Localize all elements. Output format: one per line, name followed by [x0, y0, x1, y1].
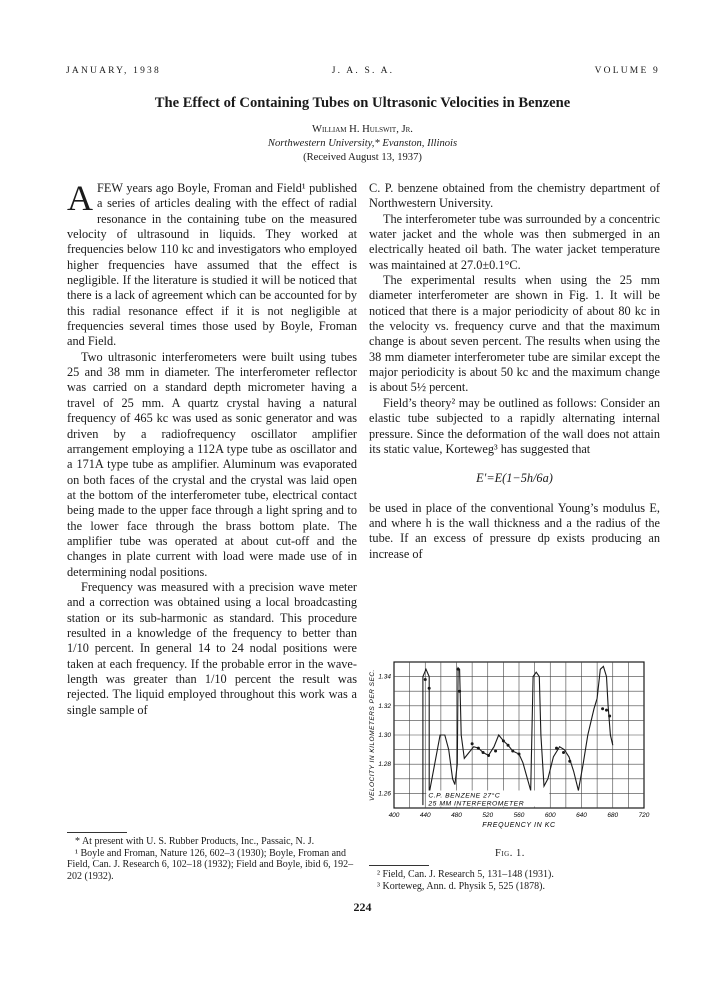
footnote-3: ³ Korteweg, Ann. d. Physik 5, 525 (1878). [377, 880, 545, 892]
x-tick-label: 440 [419, 812, 431, 819]
chart-legend [426, 790, 549, 807]
x-tick-label: 640 [576, 812, 587, 819]
data-point [487, 754, 490, 757]
author-affiliation: Northwestern University,* Evanston, Illinois [267, 138, 458, 149]
data-point [482, 751, 485, 754]
paragraph-1 [67, 178, 357, 350]
x-tick-label: 680 [607, 812, 619, 819]
y-tick-label: 1.32 [378, 702, 391, 710]
velocity-frequency-chart [362, 652, 672, 844]
y-tick-label: 1.34 [378, 673, 391, 681]
left-column [67, 178, 357, 718]
footnotes-right [369, 869, 660, 892]
data-point [471, 742, 474, 745]
data-point [507, 744, 510, 747]
data-point [428, 687, 431, 690]
equation: E′=E(1−5h/6a) [476, 471, 553, 486]
y-tick-label: 1.28 [378, 761, 391, 769]
right-column [369, 181, 660, 562]
footnotes-left [67, 836, 357, 882]
header-volume: VOLUME 9 [594, 66, 660, 76]
paragraph-6: The experimental results when using the 25 mm diameter interferometer are shown in Fig. 1. It will be noticed that there is a major periodicity of about 80 kc in the velocity vs. frequency curve and that the maximum change is about seven percent. The results when using the 38 mm diameter interferometer tube are similar except the major periodicity is about 50 kc and the maximum change is about 5½ percent. [369, 273, 660, 395]
y-tick-label: 1.26 [378, 790, 391, 798]
footnote-1: ¹ Boyle and Froman, Nature 126, 602–3 (1930); Boyle, Froman and Field, Can. J. Research 6, 102–18 (1932); Field and Boyle, ibid 6, 192–202 (1932). [67, 847, 354, 882]
received-date: (Received August 13, 1937) [303, 152, 422, 163]
data-point [477, 747, 480, 750]
footnote-rule-left [67, 832, 127, 833]
paragraph-8: be used in place of the conventional Young’s modulus E, and where h is the wall thickness and a the radius of the tube. If an excess of pressure dp exists producing an increase of [369, 500, 660, 561]
author-name: William H. Hulswit, Jr. [312, 124, 413, 135]
x-tick-label: 720 [638, 812, 650, 819]
footnote-rule-right [369, 865, 429, 866]
data-points [424, 668, 611, 763]
paragraph-2: Two ultrasonic interferometers were built using tubes 25 and 38 mm in diameter. The interferometer reflector was carried on a standard depth micrometer having a travel of 25 mm. A quartz crystal having a natural frequency of 465 kc was used as sonic generator and was driven by a radiofrequency oscillator amplifier arrangement employing a 112A type tube as oscillator and a 171A type tube as amplifier. Aluminum was evaporated on both faces of the crystal and the crystal was laid open at the bottom of the interferometer tube, electrical contact being made to the upper face through a light spring and to the lower face through the brass bottom plate. The amplifier tube was operated at about cut-off and the changes in plate current with load were made use of in determining nodal positions. [67, 349, 357, 579]
paragraph-4: C. P. benzene obtained from the chemistry department of Northwestern University. [369, 181, 660, 211]
paragraph-3: Frequency was measured with a precision wave meter and a correction was obtained using a local broadcasting station or its sub-harmonic as standard. This procedure resulted in a knowledge of the frequency to better than 1/10 percent. In general 14 to 24 nodal positions were taken at each frequency. If the probable error in the wave-length was greater than 1/10 percent the result was rejected. The liquid employed throughout this work was a single sample of [67, 579, 357, 717]
data-point [601, 707, 604, 710]
data-point [502, 739, 505, 742]
data-point [518, 752, 521, 755]
data-point [511, 750, 514, 753]
data-point [568, 760, 571, 763]
data-point [494, 750, 497, 753]
x-tick-label: 600 [544, 812, 556, 819]
paper-title: The Effect of Containing Tubes on Ultrasonic Velocities in Benzene [154, 95, 571, 111]
paragraph-5: The interferometer tube was surrounded by a concentric water jacket and the whole was then submerged in an electrically heated oil bath. The water jacket temperature was maintained at 27.0±0.1°C. [369, 211, 660, 272]
x-axis-label: FREQUENCY IN KC [482, 822, 556, 829]
data-point [608, 715, 611, 718]
y-axis-label: VELOCITY IN KILOMETERS PER SEC. [369, 669, 376, 801]
data-point [605, 709, 608, 712]
running-header [66, 66, 660, 80]
legend-entry: C.P. BENZENE 27°C [428, 792, 501, 800]
x-tick-label: 560 [513, 812, 525, 819]
header-date: JANUARY, 1938 [66, 66, 161, 76]
footnote-star: * At present with U. S. Rubber Products, Inc., Passaic, N. J. [75, 836, 315, 847]
paragraph-7: Field’s theory² may be outlined as follows: Consider an elastic tube subjected to a rapidly alternating internal pressure. Since the deformation of the wall does not attain its static value, Korteweg³ has suggested that [369, 395, 660, 456]
data-point [424, 678, 427, 681]
figure-caption: Fig. 1. [495, 848, 525, 859]
figure-1 [362, 652, 672, 844]
x-tick-label: 520 [482, 812, 494, 819]
data-point [555, 747, 558, 750]
drop-cap: A [67, 178, 93, 218]
footnote-2: ² Field, Can. J. Research 5, 131–148 (1931). [377, 869, 554, 880]
paragraph-1-text: FEW years ago Boyle, Froman and Field¹ published a series of articles dealing with the effect of radial resonance in the containing tube on the measured velocity of ultrasound in liquids. They worked at frequencies below 110 kc and investigators who employed higher frequencies have assumed that the effect is negligible. If the literature is studied it will be noticed that there is a lack of agreement which can be accounted for by this radial resonance effect if it is not negligible at frequencies several times those used by Boyle, Froman and Field. [67, 181, 357, 349]
legend-entry: 25 MM INTERFEROMETER [428, 800, 525, 808]
y-tick-label: 1.30 [378, 732, 391, 739]
x-tick-label: 480 [451, 812, 462, 819]
data-point [457, 668, 460, 671]
page-number: 224 [353, 900, 372, 914]
data-point [562, 751, 565, 754]
header-journal: J. A. S. A. [331, 66, 395, 76]
velocity-curve [423, 666, 613, 808]
data-point [458, 690, 461, 693]
x-tick-label: 400 [388, 812, 400, 819]
